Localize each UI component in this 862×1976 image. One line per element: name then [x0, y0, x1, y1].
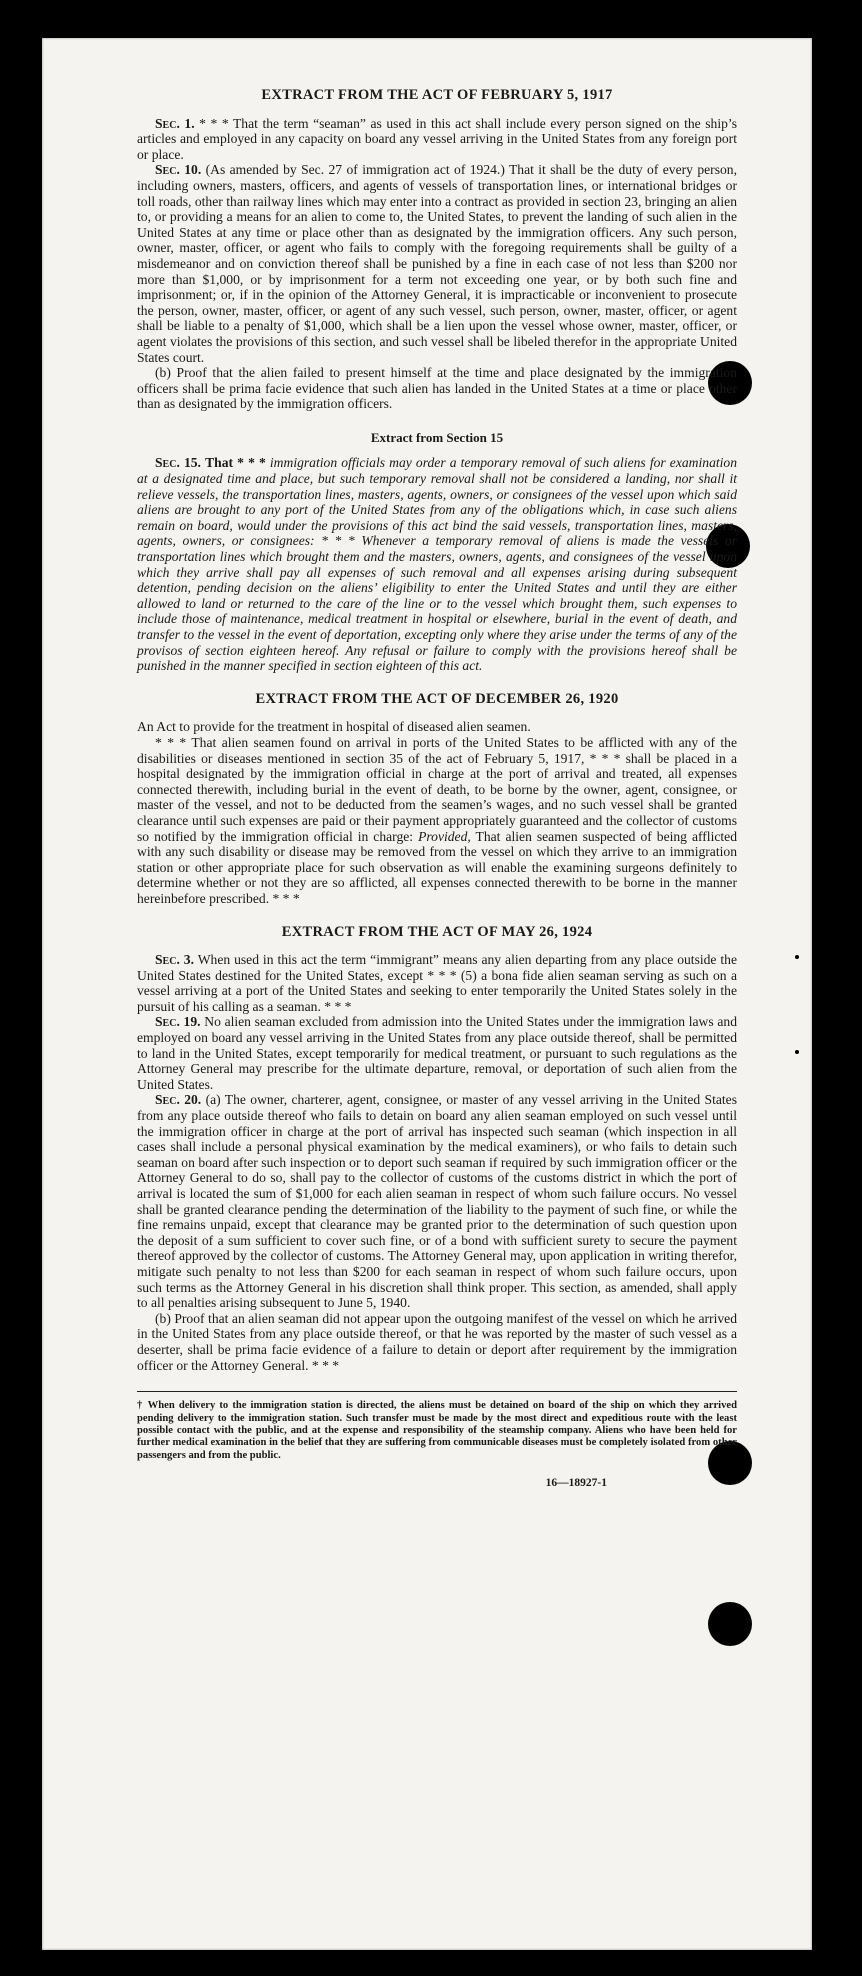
sec10b-paragraph: (b) Proof that the alien failed to present himself at the time and place designated by the immigration officers shall be prima facie evidence that such alien has landed in the United States at a time or place other than as designated by the immigration officers. [137, 365, 737, 412]
heading-section-15: Extract from Section 15 [370, 429, 504, 445]
sec20-paragraph: Sec. 20. (a) The owner, charterer, agent, consignee, or master of any vessel arriving in the United States from any place outside thereof who fails to detain on board any alien seaman employed on such vessel until the immigration officer in charge at the port of arrival has inspected such seaman (which inspection in all cases shall include a personal physical examination by the medical examiners), or who fails to detain such seaman on board after such inspection or to deport such seaman if required by such immigration officer or the Attorney General to do so, shall pay to the collector of customs of the customs district in which the port of arrival is located the sum of $1,000 for each alien seaman in respect of whom such failure occurs. No vessel shall be granted clearance pending the determination of the liability to the payment of such fine, or while the fine remains unpaid, except that clearance may be granted prior to the determination of such question upon the deposit of a sum sufficient to cover such fine, or of a bond with sufficient surety to secure the payment thereof approved by the collector of customs. The Attorney General may, upon application in writing therefor, mitigate such penalty to not less than $200 for each seaman in respect of whom such failure occurs, upon such terms as the Attorney General in his discretion shall think proper. This section, as amended, shall apply to all penalties arising subsequent to June 5, 1940. [137, 1092, 738, 1311]
heading-act-1917: EXTRACT FROM THE ACT OF FEBRUARY 5, 1917 [261, 87, 613, 103]
sec3-paragraph: Sec. 3. When used in this act the term “immigrant” means any alien departing from any place outside the United States destined for the United States, except * * * (5) a bona fide alien seaman serving as such on a vessel arriving at a port of the United States and seeking to enter temporarily the United States solely in the pursuit of his calling as a seaman. * * * [137, 952, 738, 1014]
scan-speck [795, 1050, 799, 1054]
act-1920-paragraph: * * * That alien seamen found on arrival in ports of the United States to be afflicted with any of the disabilities or diseases mentioned in section 35 of the act of February 5, 1917, * * * shall be placed in a hospital designated by the immigration official in charge at the port of arrival and treated, all expenses connected therewith, including burial in the event of death, to be borne by the owner, agent, consignee, or master of the vessel, and not to be deducted from the seamen’s wages, and no such vessel shall be granted clearance until such expenses are paid or their payment appropriately guaranteed and the collector of customs so notified by the immigration official in charge: Provided, That alien seamen suspected of being afflicted with any such disability or disease may be removed from the vessel on which they arrive to an immigration station or other appropriate place for such observation as will enable the examining surgeons definitely to determine whether or not they are so afflicted, all expenses connected therewith to be borne in the manner hereinbefore prescribed. * * * [137, 734, 737, 906]
sec20b-paragraph: (b) Proof that an alien seaman did not appear upon the outgoing manifest of the vessel on which he arrived in the United States from any place outside thereof, or that he was reported by the master of such vessel as a deserter, shall be prima facie evidence of a failure to detain or deport after requirement by the immigration officer or the Attorney General. * * * [137, 1310, 737, 1373]
form-number: 16—18927-1 [545, 1477, 607, 1490]
heading-act-1920: EXTRACT FROM THE ACT OF DECEMBER 26, 1920 [255, 690, 619, 707]
document-body [137, 88, 737, 1492]
sec1-paragraph: Sec. 1. * * * That the term “seaman” as used in this act shall include every person signed on the ship’s articles and employed in any capacity on board any vessel arriving in the United States from any foreign port or place. [137, 115, 737, 162]
footnote-divider [137, 1391, 737, 1392]
sec10-paragraph: Sec. 10. (As amended by Sec. 27 of immigration act of 1924.) That it shall be the duty of every person, including owners, masters, officers, and agents of vessels of transportation lines, or international bridges or toll roads, other than railway lines which may enter into a contract as provided in section 23, bringing an alien to, or providing a means for an alien to come to, the United States, to prevent the landing of such alien in the United States at any time or place other than as designated by the immigration officers. Any such person, owner, master, officer, or agent who fails to comply with the foregoing requirements shall be guilty of a misdemeanor and on conviction thereof shall be punished by a fine in each case of not less than $200 nor more than $1,000, or by imprisonment for a term not exceeding one year, or by both such fine and imprisonment; or, if in the opinion of the Attorney General, it is impracticable or inconvenient to prosecute the person, owner, master, officer, or agent of any such vessel, such person, owner, master, officer, or agent shall be liable to a penalty of $1,000, which shall be a lien upon the vessel whose owner, master, officer, or agent violates the provisions of this section, and such vessel shall be libeled therefor in the appropriate United States court. [137, 162, 737, 365]
punch-hole [708, 1602, 752, 1646]
sec19-paragraph: Sec. 19. No alien seaman excluded from admission into the United States under the immigration laws and employed on board any vessel arriving in the United States from any place outside thereof, shall be permitted to land in the United States, except temporarily for medical treatment, or pursuant to such regulations as the Attorney General may prescribe for the ultimate departure, removal, or deportation of such alien from the United States. [137, 1014, 737, 1092]
footnote: † When delivery to the immigration station is directed, the aliens must be detained on board of the ship on which they arrived pending delivery to the immigration station. Such transfer must be made by the most direct and expeditious route with the least possible contact with the public, and at the expense and responsibility of the steamship company. Aliens who have been held for further medical examination in the belief that they are suffering from communicable diseases must be completely isolated from other passengers and from the public. [137, 1400, 737, 1461]
heading-act-1924: EXTRACT FROM THE ACT OF MAY 26, 1924 [281, 923, 593, 940]
act-1920-intro: An Act to provide for the treatment in hospital of diseased alien seamen. [137, 719, 531, 735]
sec15-paragraph: Sec. 15. That * * * immigration officials may order a temporary removal of such aliens for examination at a designated time and place, but such temporary removal shall not be considered a landing, nor shall it relieve vessels, the transportation lines, masters, agents, owners, or consignees of the vessel upon which said aliens are brought to any port of the United States from any of the obligations which, in case such aliens remain on board, would under the provisions of this act bind the said vessels, transportation lines, masters, agents, owners, or consignees: * * * Whenever a temporary removal of aliens is made the vessels or transportation lines which brought them and the masters, owners, agents, and consignees of the vessel upon which they arrive shall pay all expenses of such removal and all expenses arising during subsequent detention, pending decision on the aliens’ eligibility to enter the United States and until they are either allowed to land or returned to the care of the line or to the vessel which brought them, such expenses to include those of maintenance, medical treatment in hospital or elsewhere, burial in the event of death, and transfer to the vessel in the event of deportation, excepting only where they arise under the terms of any of the provisos of section eighteen hereof. Any refusal or failure to comply with the provisions hereof shall be punished in the manner specified in section eighteen of this act. [137, 455, 738, 674]
scan-speck [795, 955, 799, 959]
